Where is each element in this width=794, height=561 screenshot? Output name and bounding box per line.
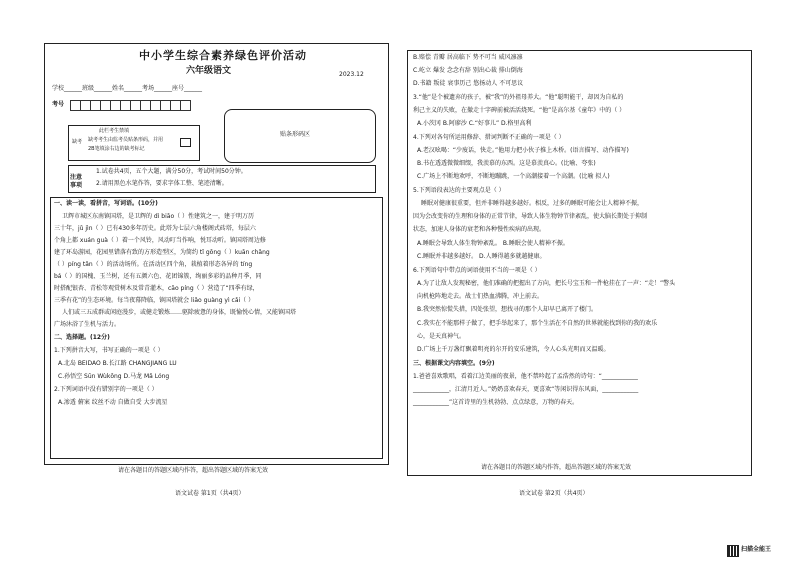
answer-area-warning: 请在各题目的答题区域内作答，超出答题区域的答案无效	[481, 464, 632, 471]
notes-label: 注意事项	[70, 174, 83, 189]
p2-line: C.睡眠并非越多越好。 D.人睡得越多就越健康。	[417, 253, 546, 260]
student-info-line: 学校______班级______姓名______考场______座号______	[52, 85, 203, 92]
p2-line: 向机枪阵地走去。战士们热血沸腾，冲上前去。	[417, 293, 544, 300]
p2-line: 1.爸爸喜欢歌唱，看着江边美丽的夜景，他不禁吟起了孟浩然的诗句：“____________	[413, 373, 638, 380]
absent-label: 缺考	[72, 139, 83, 145]
exam-page-2	[407, 50, 752, 488]
q1-heading: 一、读一读，看拼音，写词语。(10分)	[54, 200, 158, 207]
absent-checkbox[interactable]	[180, 138, 191, 147]
exam-number-grid[interactable]	[70, 100, 190, 111]
p2-line: 4.下列对各句所运用修辞、措词判断不正确的一项是（ ）	[413, 134, 565, 141]
q2-1-options-ab: A.北岛 BEIDAO B.长江路 CHANGJIANG LU	[58, 360, 177, 367]
q1-line: 三十年，jǔ jìn（ ）已有430多年历史。此塔为七层六角楼阁式砖塔，每层六	[54, 225, 256, 232]
page2-footer: 语文试卷 第2页（共4页）	[519, 490, 589, 497]
scan-app-label: 扫描全能王	[741, 546, 772, 553]
q1-line: bá（ ）的国槐、玉兰树，还有五颜六色、花团锦簇，绚丽多彩的品种月季，同	[54, 273, 262, 280]
p2-line: 因为会改变你的生理和身体的正常节律，导致人体生物钟节律紊乱，使大脑长期处于抑制	[413, 213, 648, 220]
page1-footer: 语文试卷 第1页（共4页）	[175, 490, 245, 497]
p2-line: A.睡眠会导致人体生物钟紊乱。 B.睡眠会使人精神不振。	[417, 240, 569, 247]
p2-line: 6.下列语句中带点的词语使用不当的一项是（ ）	[413, 267, 541, 274]
p2-line: A.老汉吆喝：“少废话，快走。”他用力把小伙子推上木桥。(语言描写、动作描写)	[417, 147, 629, 154]
p2-line: ____________，江清月近人。”奶奶喜欢春天，更喜欢“等闲识得东风面，____________	[413, 386, 639, 393]
qr-code-icon	[727, 545, 739, 557]
q2-2-options: A.渗透 俯案 纹丝不动 自做自受 大步流星	[58, 399, 168, 406]
p2-line: A.为了让敌人发现秘密，他们准确的把握出了方向，把长号宝玉和一件枪挂在了一声：“走！”警头	[417, 280, 676, 287]
note-2: 2.请用黑色水笔作答，要求字体工整、笔迹清晰。	[96, 180, 228, 187]
p2-line: 睡眠对健康很重要，但并非睡得越多越好。相反，过多的睡眠可能会让人精神不振，	[421, 200, 644, 207]
barcode-label: 贴条形码区	[280, 131, 311, 138]
exam-date: 2023.12	[339, 71, 364, 78]
exam-title: 中小学生综合素养绿色评价活动	[139, 49, 307, 62]
p2-line: B.书在透透微微细缀，我羡慕的东西。这是慕羡真心。(比喻、夸张)	[417, 160, 596, 167]
absent-note-3: 2B笔填涂右边的缺考标记	[88, 146, 145, 152]
absent-note-2: 缺考考生由监考员贴条形码，并用	[88, 137, 164, 143]
note-1: 1.试卷共4页，五个大题，满分50分，考试时间50分钟。	[96, 168, 247, 175]
exam-subtitle: 六年级语文	[186, 66, 232, 76]
q1-line: 人们或三五成群或闲庭漫步，或健走锻炼……驱除疲惫的身体，既愉悦心情，又能镇国塔	[62, 309, 297, 316]
p2-line: C.广场上不断地欢呼，不断地蹦跳，一个高潮接着一个高潮。(比喻 拟人)	[417, 173, 610, 180]
p2-line: ____________”这首诗里的生机勃勃、点点绿意，万物的春天。	[413, 399, 579, 406]
p2-line: 三、根据课文内容填空。(9分)	[413, 360, 495, 367]
p2-line: 状态，加速人身体的衰老和各种慢性疾病的出现。	[413, 226, 546, 233]
p2-line: 5.下列语段表达的主要观点是（ ）	[413, 187, 505, 194]
q1-line: 广场沐浴了生机与活力。	[54, 321, 121, 328]
q1-line: （ ）píng tǎn（ ）的活动场所。在活动区四个角，栽植着形态各异的 tíng	[54, 261, 253, 268]
q1-line: 建了环岛游园，花园里错落有致的方形造型区，为简约 tǐ gōng（ ）kuān chǎng	[54, 249, 270, 256]
q1-line: 时搭配银杏、青松等观赏树木及常青灌木，cāo píng（ ）营造了“四季有绿，	[54, 285, 259, 292]
absent-note-1: 此栏考生禁填	[99, 128, 130, 134]
p2-line: A.小茨冈 B.阿廖沙 C.“好事儿” D.格里高利	[417, 120, 532, 127]
p2-line: D.广场上千万盏灯飘着明亮的尔开的安乐建筑，令人心头光明而又温暖。	[417, 346, 610, 353]
q1-line: 个角上都 xuán guà（ ）着一个风铃，风动叮当作响，悦耳动听。镇国塔周边修	[54, 237, 266, 244]
p2-line: B.我突然惊慌失措，四处张望，想找寻的那个人却早已离开了楼门。	[417, 306, 598, 313]
q2-2-question: 2.下列词语中没有错别字的一项是（ ）	[54, 386, 158, 393]
p2-line: 心，是天真神气。	[417, 333, 466, 340]
q2-1-options-cd: C.孙悟空 Sūn Wùkōng D.马龙 Mǎ Lóng	[58, 373, 170, 380]
p2-line: C.屹立 爆发 念念有辞 别出心裁 排山倒海	[413, 67, 523, 74]
answer-area-warning: 请在各题目的答题区域内作答，超出答题区域的答案无效	[118, 467, 269, 474]
p2-line: C.我实在不能那样子做了，把手举起来了，那个生活在不自然的世界就能找到你的我的欢乐	[417, 320, 658, 327]
exam-number-label: 考号	[52, 101, 65, 108]
q2-1-question: 1.下列拼音大写，书写正确的一项是（ ）	[54, 347, 164, 354]
p2-line: 利己主义的失败，在撤走十字碑前被活活烧死。“他”是高尔基《童年》中的（ ）	[413, 107, 626, 114]
p2-line: 3.“他”是个被遗弃的孩子，被“我”的外祖母养大。“他”聪明能干，却因为自私的	[413, 94, 624, 101]
p2-line: D.书籍 叛徒 衰事历己 悠扬动人 不可思议	[413, 80, 524, 87]
q1-line: 卫辉市城区东南镇国塔，是卫辉的 dì biāo（ ）性建筑之一，建于明万历	[62, 213, 255, 220]
exam-page-1	[44, 43, 389, 481]
q1-line: 三季有花”的生态环境。每当夜幕降临，镇国塔就会 liǎo guàng yì cǎi（ ）	[54, 297, 255, 304]
q2-heading: 二、选择题。(12分)	[54, 334, 110, 341]
p2-line: B.赔偿 青瓣 居高临下 势不可当 威风凛凛	[413, 54, 523, 61]
